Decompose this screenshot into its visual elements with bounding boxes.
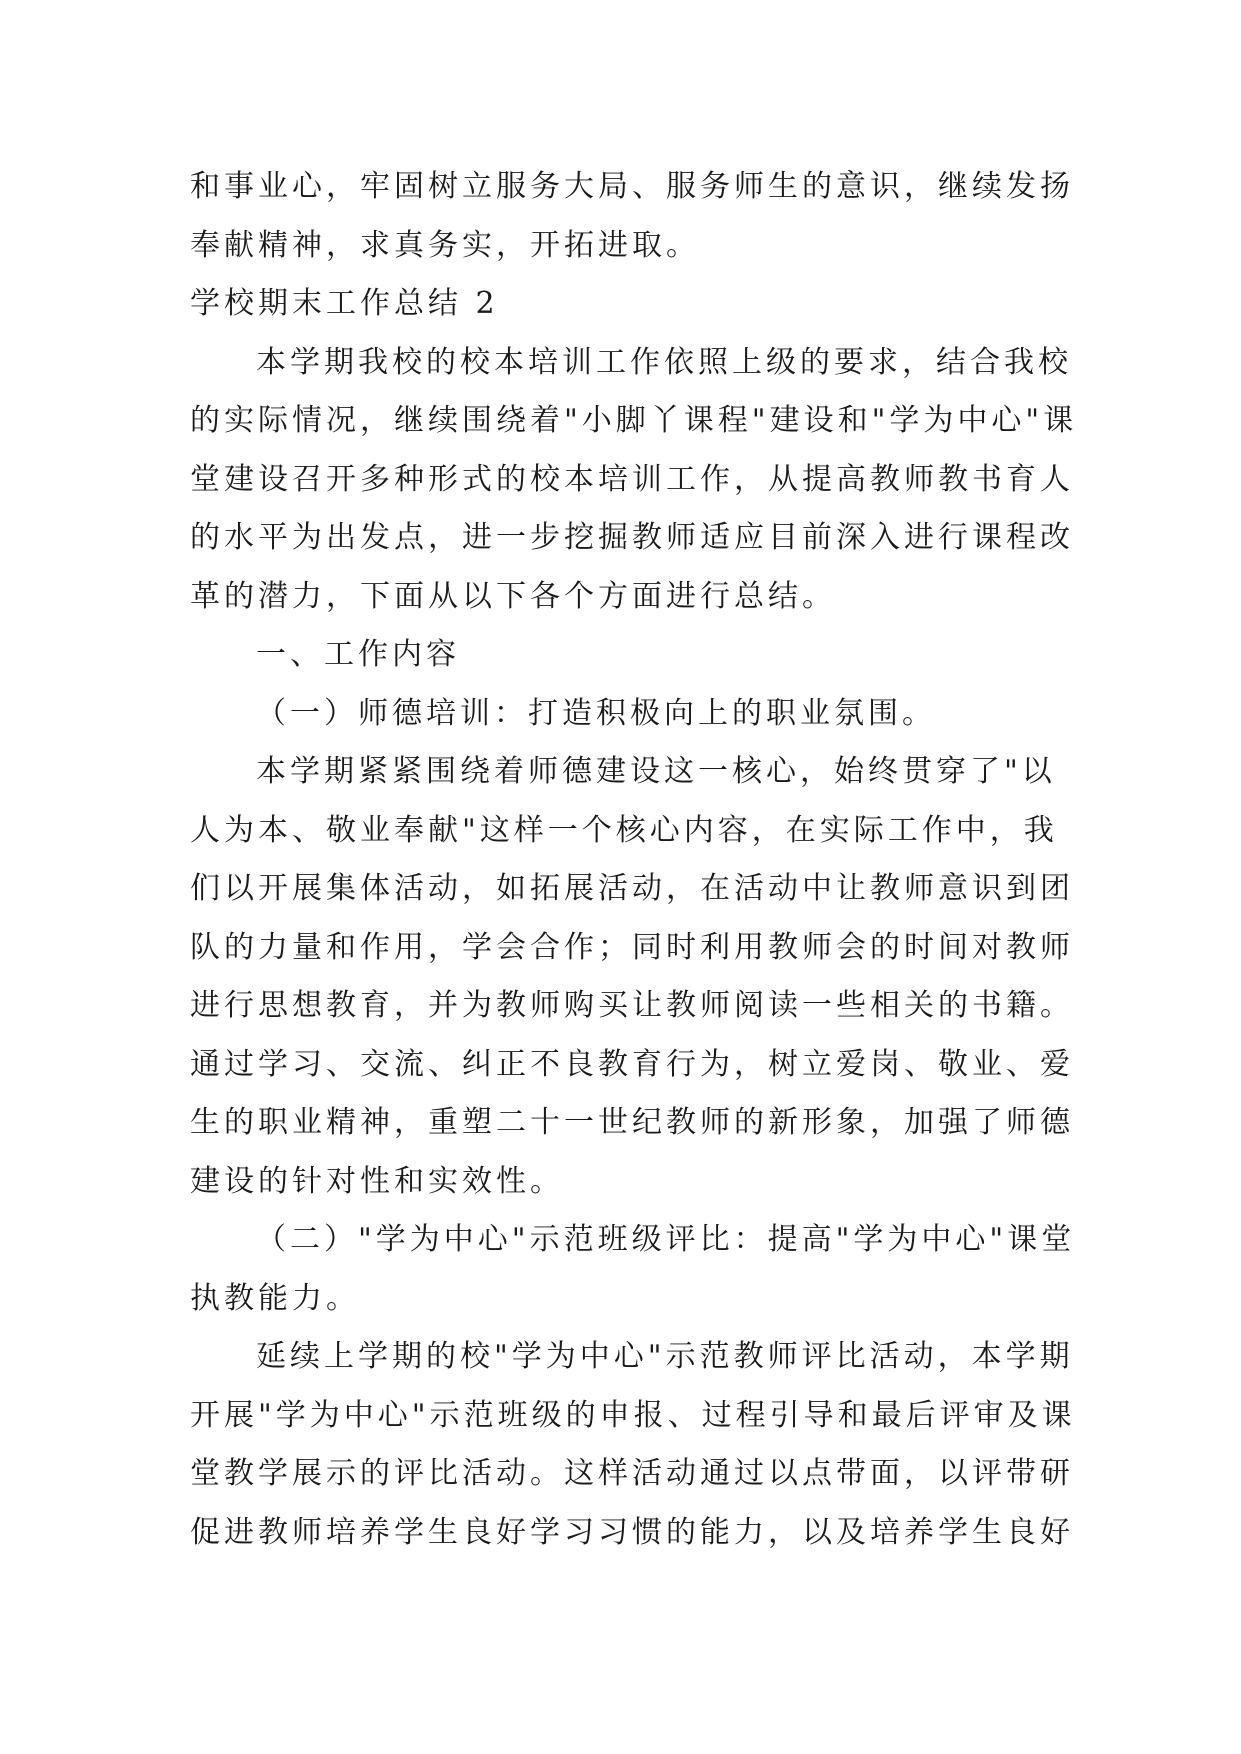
text-line: 的实际情况，继续围绕着"小脚丫课程"建设和"学为中心"课 (190, 403, 1078, 438)
text-line: 促进教师培养学生良好学习习惯的能力，以及培养学生良好 (190, 1514, 1074, 1550)
text-line: 堂建设召开多种形式的校本培训工作，从提高教师教书育人 (190, 461, 1074, 497)
document-body (190, 158, 1078, 1562)
text-line: 的水平为出发点，进一步挖掘教师适应目前深入进行课程改 (190, 520, 1074, 555)
text-line: 本学期我校的校本培训工作依照上级的要求，结合我校 (256, 344, 1072, 380)
text-line: 生的职业精神，重塑二十一世纪教师的新形象，加强了师德 (190, 1105, 1074, 1140)
text-line: 建设的针对性和实效性。 (190, 1163, 564, 1199)
subheading: （二）"学为中心"示范班级评比：提高"学为中心"课堂 (256, 1222, 1076, 1257)
text-line: 队的力量和作用，学会合作；同时利用教师会的时间对教师 (190, 929, 1074, 965)
section-heading: 学校期末工作总结 2 (190, 286, 499, 321)
text-line: 通过学习、交流、纠正不良教育行为，树立爱岗、敬业、爱 (190, 1046, 1074, 1082)
text-line: 执教能力。 (190, 1280, 360, 1316)
text-line: 延续上学期的校"学为中心"示范教师评比活动，本学期 (256, 1339, 1074, 1374)
subheading: （一）师德培训：打造积极向上的职业氛围。 (256, 695, 936, 731)
text-line: 进行思想教育，并为教师购买让教师阅读一些相关的书籍。 (190, 988, 1074, 1023)
text-line: 堂教学展示的评比活动。这样活动通过以点带面，以评带研 (190, 1456, 1074, 1491)
text-line: 革的潜力，下面从以下各个方面进行总结。 (190, 578, 836, 614)
text-line: 本学期紧紧围绕着师德建设这一核心，始终贯穿了"以 (256, 754, 1056, 789)
text-line: 和事业心，牢固树立服务大局、服务师生的意识，继续发扬 (190, 169, 1074, 204)
text-line: 们以开展集体活动，如拓展活动，在活动中让教师意识到团 (190, 871, 1074, 906)
text-line: 人为本、敬业奉献"这样一个核心内容，在实际工作中，我 (190, 812, 1058, 848)
subheading: 一、工作内容 (256, 637, 460, 672)
text-line: 奉献精神，求真务实，开拓进取。 (190, 227, 700, 263)
text-line: 开展"学为中心"示范班级的申报、过程引导和最后评审及课 (190, 1397, 1076, 1433)
